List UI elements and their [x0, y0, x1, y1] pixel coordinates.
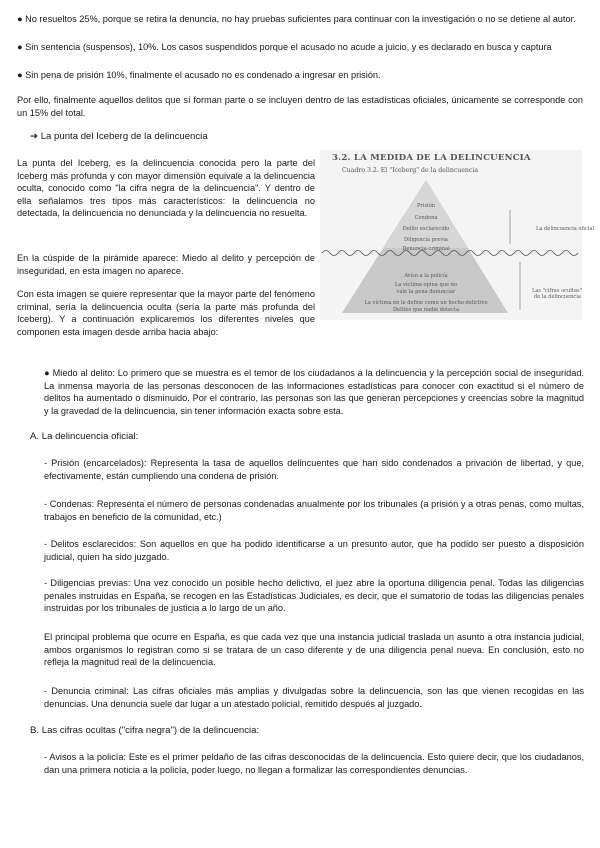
label-official: La delincuencia oficial: [536, 226, 595, 232]
section-heading: ➔ La punta del Iceberg de la delincuencia: [30, 131, 208, 142]
level-victima-opina-2: vale la pena denunciar: [396, 289, 456, 295]
level-denuncia: Denuncia criminal: [402, 246, 450, 252]
level-esclarecido: Delito esclarecido: [402, 226, 450, 232]
item-esclarecidos: - Delitos esclarecidos: Son aquellos en que ha podido identificarse a un presunto autor, que ha podido ser puesto a disposición judicial, quien ha sido juzgado.: [44, 539, 584, 562]
iceberg-paragraph: La punta del Iceberg, es la delincuencia conocida pero la parte del Iceberg más profunda y con mayor dimensión equivale a la delincuencia oculta, conocido como "la cifra negra de la delincuencia". Y dentro de ella señalamos tres tipos más característicos: la delincuencia no detectada, la delincuencia no denunciada y la delincuencia no resuelta.: [17, 158, 315, 219]
item-problem: El principal problema que ocurre en España, es que cada vez que una instancia judicial traslada un asunto a otra instancia judicial, ambos organismos lo registran como si se tratara de un caso diferente y de una diligencia penal nueva. En conclusión, esto no refleja la magnitud real de la delincuencia.: [44, 632, 584, 668]
level-no-detecta: Delitos que nadie detecta: [393, 307, 459, 313]
heading-a: A. La delincuencia oficial:: [30, 431, 139, 442]
iceberg-figure: [320, 150, 595, 320]
item-avisos: - Avisos a la policía: Este es el primer peldaño de las cifras desconocidas de la delincuencia. Esto quiere decir, que los ciudadanos, dan una primera noticia a la policía, poder luego, no llegan a formalizar las correspondientes denuncias.: [44, 752, 584, 775]
figure-subtitle: Cuadro 3.2. El "Iceberg" de la delincuencia: [342, 167, 479, 174]
bullet-unresolved: ● No resueltos 25%, porque se retira la denuncia, no hay pruebas suficientes para continuar con la investigación o no se detiene al autor.: [17, 14, 576, 24]
heading-b: B. Las cifras ocultas ("cifra negra") de la delincuencia:: [30, 725, 260, 736]
pyramid-paragraph: En la cúspide de la pirámide aparece: Miedo al delito y percepción de inseguridad, en esta imagen no aparece.: [17, 253, 315, 276]
item-denuncia: - Denuncia criminal: Las cifras oficiales más amplias y divulgadas sobre la delincuencia, son las que vienen recogidas en las denuncias. Una denuncia suele dar lugar a un atestado policial, remitido después al juzgado.: [44, 686, 584, 709]
miedo-paragraph: ● Miedo al delito: Lo primero que se muestra es el temor de los ciudadanos a la delincuencia y la percepción social de inseguridad. La inmensa mayoría de las personas desconocen de las informaciones estadísticas para conocer con exactitud si el número de delitos ha aumentado o disminuido. Por el contrario, las personas son las que generan percepciones y creencias sobre la magnitud y la gravedad de la delincuencia, sin tener información exacta sobre esta.: [44, 368, 584, 416]
label-hidden-2: de la delincuencia: [534, 294, 581, 300]
intro-paragraph: Por ello, finalmente aquellos delitos que sí forman parte o se incluyen dentro de las estadísticas oficiales, únicamente se corresponde con un 15% del total.: [17, 95, 583, 118]
level-prison: Prisión: [416, 203, 436, 209]
bullet-no-prison: ● Sin pena de prisión 10%, finalmente el acusado no es condenado a ingresar en prisión.: [17, 70, 381, 80]
level-condena: Condena: [414, 215, 438, 221]
item-diligencias: - Diligencias previas: Una vez conocido un posible hecho delictivo, el juez abre la oportuna diligencia penal. Todas las diligencias penales instruidas en España, se recogen en las Estadísticas Judiciales, es decir, que el sumatorio de todas las diligencias penales instruidas por los tribunales de justicia a lo largo de un año.: [44, 578, 584, 614]
level-victima-opina-1: La víctima opina que no: [395, 282, 457, 288]
label-hidden-1: Las "cifras ocultas": [532, 288, 582, 294]
iceberg-pyramid: [320, 150, 595, 320]
item-condenas: - Condenas: Representa el número de personas condenadas anualmente por los tribunales (a prisión y a otras penas, como multas, trabajos en beneficio de la comunidad, etc.): [44, 499, 584, 522]
image-paragraph: Con esta imagen se quiere representar que la mayor parte del fenómeno criminal, sería la delincuencia oculta (sería la parte más profunda del Iceberg). Y a continuación explicaremos los diferentes niveles que componen esta imagen desde arriba hacia abajo:: [17, 289, 315, 337]
figure-title: 3.2. LA MEDIDA DE LA DELINCUENCIA: [332, 153, 531, 163]
level-victima-define: La víctima no le define como un hecho delictivo: [364, 300, 488, 306]
item-prison: - Prisión (encarcelados): Representa la tasa de aquellos delincuentes que han sido condenados a privación de libertad, y que, efectivamente, están cumpliendo una condena de prisión.: [44, 458, 584, 481]
level-aviso: Aviso a la policía: [404, 273, 448, 279]
level-diligencia: Diligencia previa: [404, 237, 448, 243]
bullet-no-sentence: ● Sin sentencia (suspensos), 10%. Los casos suspendidos porque el acusado no acude a juicio, y es declarado en busca y captura: [17, 42, 552, 52]
